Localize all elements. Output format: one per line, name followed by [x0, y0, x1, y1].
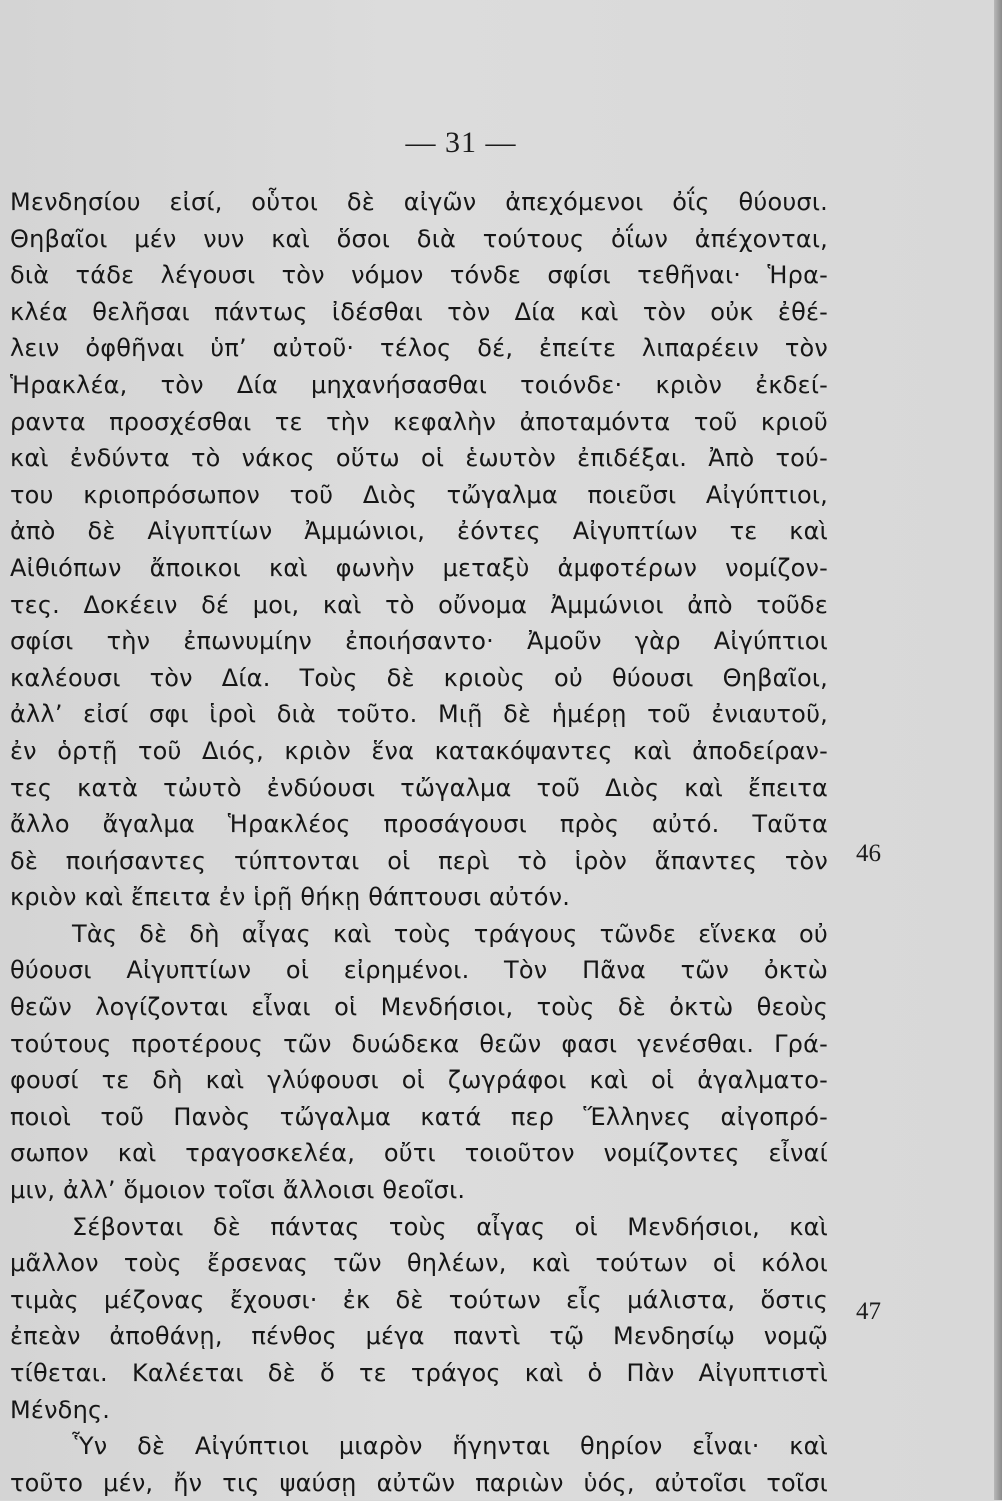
text-line: Αἰθιόπων ἄποικοι καὶ φωνὴν μεταξὺ ἀμφοτέρων νομίζον- — [10, 553, 828, 582]
text-line: σωπον καὶ τραγοσκελέα, οὔτι τοιοῦτον νομίζοντες εἶναί — [10, 1139, 828, 1168]
text-line-paragraph-start: Ὗν δὲ Αἰγύπτιοι μιαρὸν ἥγηνται θηρίον εἶναι· καὶ — [72, 1432, 828, 1461]
text-line: Θηβαῖοι μέν νυν καὶ ὅσοι διὰ τούτους ὀΐων ἀπέχονται, — [10, 224, 828, 253]
text-line-paragraph-start: Σέβονται δὲ πάντας τοὺς αἶγας οἱ Μενδήσιοι, καὶ — [72, 1212, 828, 1241]
text-line: τούτους προτέρους τῶν δυώδεκα θεῶν φασι γενέσθαι. Γρά- — [10, 1029, 828, 1058]
text-line: σφίσι τὴν ἐπωνυμίην ἐποιήσαντο· Ἀμοῦν γὰρ Αἰγύπτιοι — [10, 627, 828, 656]
text-line: δὲ ποιήσαντες τύπτονται οἱ περὶ τὸ ἱρὸν ἅπαντες τὸν — [10, 846, 828, 875]
text-line: ἀπὸ δὲ Αἰγυπτίων Ἀμμώνιοι, ἐόντες Αἰγυπτίων τε καὶ — [10, 517, 828, 546]
text-line: ραντα προσχέσθαι τε τὴν κεφαλὴν ἀποταμόντα τοῦ κριοῦ — [10, 407, 828, 436]
text-line: ἀλλ’ εἰσί σφι ἱροὶ διὰ τοῦτο. Μιῇ δὲ ἡμέρῃ τοῦ ἐνιαυτοῦ, — [10, 700, 828, 729]
text-line: Μένδης. — [10, 1395, 111, 1424]
text-line: μιν, ἀλλ’ ὅμοιον τοῖσι ἄλλοισι θεοῖσι. — [10, 1176, 466, 1205]
text-line: καλέουσι τὸν Δία. Τοὺς δὲ κριοὺς οὐ θύουσι Θηβαῖοι, — [10, 663, 828, 692]
margin-chapter-number: 47 — [856, 1298, 881, 1325]
text-line: ἐπεὰν ἀποθάνῃ, πένθος μέγα παντὶ τῷ Μενδησίῳ νομῷ — [10, 1322, 828, 1351]
text-line: ἄλλο ἄγαλμα Ἡρακλέος προσάγουσι πρὸς αὐτό. Ταῦτα — [10, 810, 828, 839]
text-line: φουσί τε δὴ καὶ γλύφουσι οἱ ζωγράφοι καὶ οἱ ἀγαλματο- — [10, 1066, 828, 1095]
text-line: κλέα θελῆσαι πάντως ἰδέσθαι τὸν Δία καὶ τὸν οὐκ ἐθέ- — [10, 297, 828, 326]
text-line: θεῶν λογίζονται εἶναι οἱ Μενδήσιοι, τοὺς δὲ ὀκτὼ θεοὺς — [10, 993, 828, 1022]
text-line: ποιοὶ τοῦ Πανὸς τὤγαλμα κατά περ Ἕλληνες αἰγοπρό- — [10, 1102, 828, 1131]
text-line: τίθεται. Καλέεται δὲ ὅ τε τράγος καὶ ὁ Πὰν Αἰγυπτιστὶ — [10, 1359, 828, 1387]
text-line: κριὸν καὶ ἔπειτα ἐν ἱρῇ θήκῃ θάπτουσι αὐτόν. — [10, 883, 571, 912]
text-line: τιμὰς μέζονας ἔχουσι· ἐκ δὲ τούτων εἷς μάλιστα, ὅστις — [10, 1285, 828, 1314]
text-line-paragraph-start: Τὰς δὲ δὴ αἶγας καὶ τοὺς τράγους τῶνδε εἵνεκα οὐ — [72, 919, 828, 948]
text-line: Ἡρακλέα, τὸν Δία μηχανήσασθαι τοιόνδε· κριὸν ἐκδεί- — [10, 370, 828, 399]
text-line: διὰ τάδε λέγουσι τὸν νόμον τόνδε σφίσι τεθῆναι· Ἡρα- — [10, 261, 828, 290]
page-edge-shadow — [994, 0, 1002, 1500]
text-line: ἐν ὁρτῇ τοῦ Διός, κριὸν ἕνα κατακόψαντες καὶ ἀποδείραν- — [10, 736, 828, 765]
margin-chapter-number: 46 — [856, 840, 881, 867]
text-line: τες κατὰ τὠυτὸ ἐνδύουσι τὤγαλμα τοῦ Διὸς καὶ ἔπειτα — [10, 773, 828, 802]
page-number-header: — 31 — — [405, 126, 517, 159]
text-line: λειν ὀφθῆναι ὑπ’ αὐτοῦ· τέλος δέ, ἐπείτε λιπαρέειν τὸν — [10, 334, 828, 363]
text-line: τοῦτο μέν, ἤν τις ψαύσῃ αὐτῶν παριὼν ὑός, αὐτοῖσι τοῖσι — [10, 1468, 828, 1497]
text-line: τες. Δοκέειν δέ μοι, καὶ τὸ οὔνομα Ἀμμώνιοι ἀπὸ τοῦδε — [10, 590, 828, 619]
text-line: μᾶλλον τοὺς ἔρσενας τῶν θηλέων, καὶ τούτων οἱ κόλοι — [10, 1249, 828, 1278]
text-line: του κριοπρόσωπον τοῦ Διὸς τὤγαλμα ποιεῦσι Αἰγύπτιοι, — [10, 480, 828, 509]
text-line: Μενδησίου εἰσί, οὗτοι δὲ αἰγῶν ἀπεχόμενοι ὀΐς θύουσι. — [10, 188, 828, 216]
main-text — [10, 184, 828, 1501]
text-line: θύουσι Αἰγυπτίων οἱ εἰρημένοι. Τὸν Πᾶνα τῶν ὀκτὼ — [10, 956, 828, 985]
text-line: καὶ ἐνδύντα τὸ νάκος οὕτω οἱ ἑωυτὸν ἐπιδέξαι. Ἀπὸ τού- — [10, 444, 828, 473]
